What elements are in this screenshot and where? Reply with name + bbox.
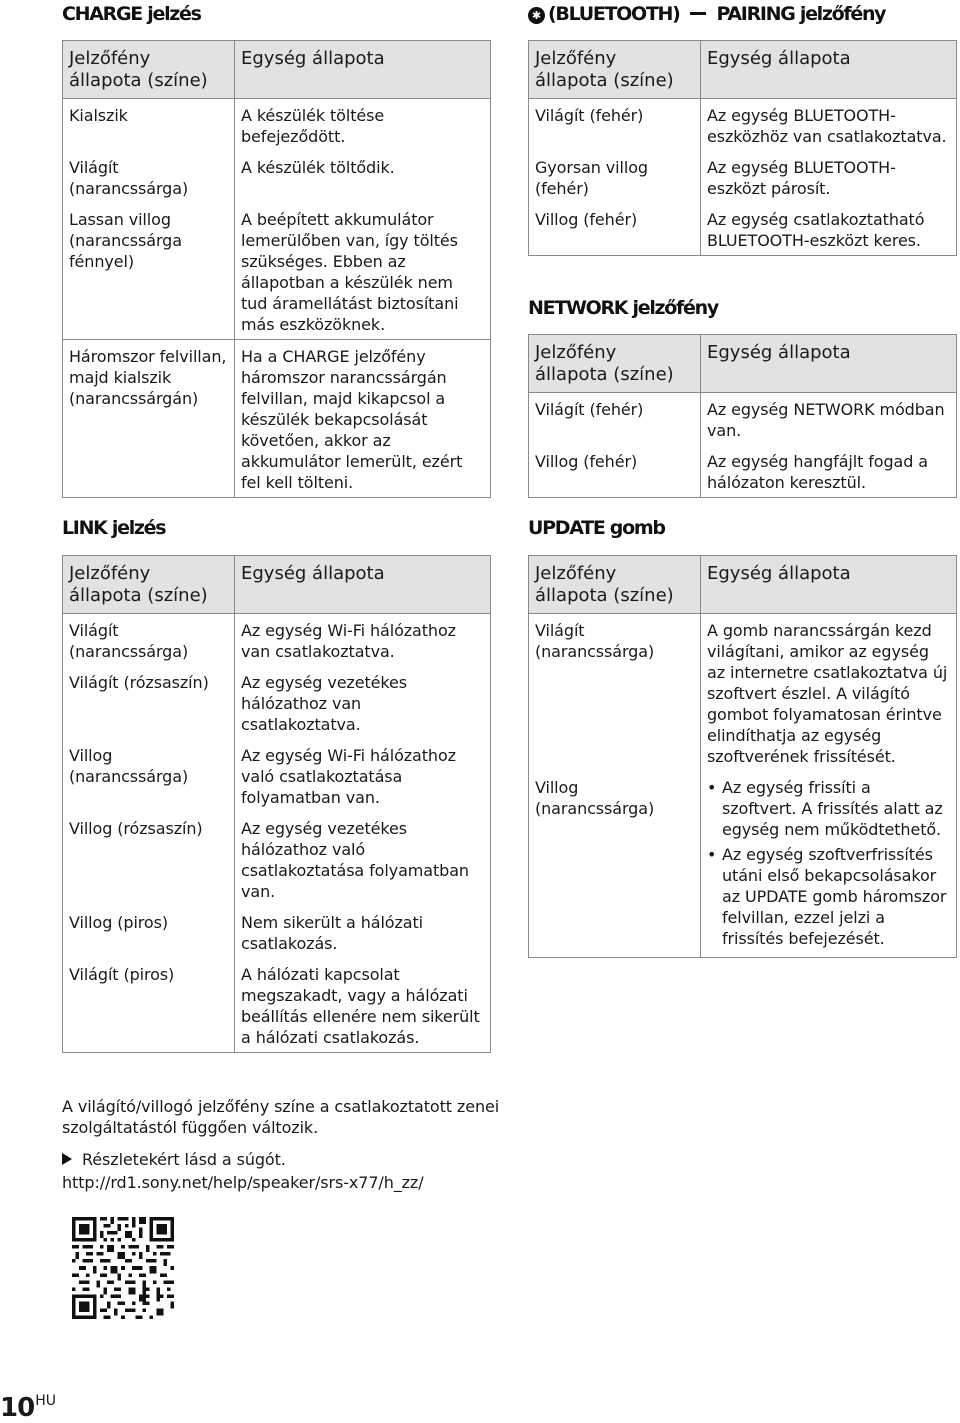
- table-row: [63, 203, 491, 340]
- bluetooth-heading: [528, 2, 885, 26]
- bluetooth-heading-part2: PAIRING jelzőfény: [716, 3, 886, 25]
- update-table: [528, 555, 957, 958]
- page-number: [0, 1393, 56, 1423]
- state-cell: Lassan villog (narancssárga fénnyel): [69, 210, 182, 271]
- description-cell: Az egység NETWORK módban van.: [701, 393, 957, 446]
- table-row: [529, 99, 957, 152]
- table-row: [63, 958, 491, 1053]
- language-code: HU: [35, 1393, 56, 1409]
- link-table: [62, 555, 491, 1053]
- help-reference-text: Részletekért lásd a súgót.: [82, 1150, 286, 1169]
- table-row: [63, 340, 491, 498]
- table-row: [63, 151, 491, 203]
- bluetooth-table: [528, 40, 957, 256]
- table-row: [63, 812, 491, 906]
- state-cell: Villog (narancssárga): [69, 746, 189, 786]
- state-cell: Világít (piros): [69, 965, 175, 984]
- state-cell: Villog (fehér): [535, 210, 638, 229]
- table-row: [63, 739, 491, 812]
- table-row: [529, 151, 957, 203]
- column-header-state: Jelzőfény állapota (színe): [63, 41, 235, 99]
- state-cell: Villog (narancssárga): [535, 778, 655, 818]
- bullet-item: • Az egység frissíti a szoftvert. A frissítés alatt az egység nem működtethető.: [707, 777, 950, 840]
- state-cell: Világít (fehér): [535, 106, 644, 125]
- description-cell: A készülék töltődik.: [235, 151, 491, 203]
- state-cell: Világít (narancssárga): [535, 621, 655, 661]
- column-header-unit: Egység állapota: [701, 41, 957, 99]
- state-cell: Világít (fehér): [535, 400, 644, 419]
- description-cell: Az egység hangfájlt fogad a hálózaton keresztül.: [701, 445, 957, 498]
- column-header-unit: Egység állapota: [701, 335, 957, 393]
- table-row: [529, 393, 957, 446]
- color-note: A világító/villogó jelzőfény színe a csatlakoztatott zenei szolgáltatástól függően változik.: [62, 1097, 500, 1137]
- column-header-state: Jelzőfény állapota (színe): [63, 556, 235, 614]
- description-cell: Nem sikerült a hálózati csatlakozás.: [235, 906, 491, 958]
- bluetooth-heading-part1: (BLUETOOTH): [548, 3, 680, 25]
- description-cell: Az egység vezetékes hálózathoz van csatlakoztatva.: [235, 666, 491, 739]
- description-cell: A gomb narancssárgán kezd világítani, amikor az egység az internetre csatlakoztatva új szoftvert észlel. A világító gombot folyamatosan érintve elindíthatja az egység szoftverének frissítését.: [701, 614, 957, 772]
- charge-table: [62, 40, 491, 498]
- table-header-row: [529, 556, 957, 614]
- charge-heading: CHARGE jelzés: [62, 3, 201, 25]
- state-cell: Háromszor felvillan, majd kialszik (narancssárgán): [63, 340, 235, 498]
- table-header-row: [63, 556, 491, 614]
- bullet-item: • Az egység szoftverfrissítés utáni első bekapcsolásakor az UPDATE gomb háromszor felvillan, ezzel jelzi a frissítés befejezését.: [707, 844, 950, 949]
- description-cell: Ha a CHARGE jelzőfény háromszor narancssárgán felvillan, majd kikapcsol a készülék bekapcsolását követően, akkor az akkumulátor lemerült, ezért fel kell tölteni.: [235, 340, 491, 498]
- description-cell: A készülék töltése befejeződött.: [235, 99, 491, 152]
- state-cell: Kialszik: [69, 106, 128, 125]
- column-header-unit: Egység állapota: [235, 556, 491, 614]
- table-row: [529, 771, 957, 958]
- link-heading: LINK jelzés: [62, 517, 166, 539]
- column-header-state: Jelzőfény állapota (színe): [529, 335, 701, 393]
- description-cell: Az egység csatlakoztatható BLUETOOTH-eszközt keres.: [701, 203, 957, 256]
- description-cell: A beépített akkumulátor lemerülőben van, így töltés szükséges. Ebben az állapotban a készülék nem tud áramellátást biztosítani más eszközöknek.: [235, 203, 491, 340]
- help-url[interactable]: http://rd1.sony.net/help/speaker/srs-x77/h_zz/: [62, 1173, 424, 1192]
- state-cell: Világít (narancssárga): [69, 158, 189, 198]
- update-heading: UPDATE gomb: [528, 517, 665, 539]
- column-header-unit: Egység állapota: [701, 556, 957, 614]
- dash-icon: [690, 12, 706, 15]
- description-cell: Az egység BLUETOOTH-eszközt párosít.: [701, 151, 957, 203]
- table-row: [63, 614, 491, 667]
- table-row: [529, 614, 957, 772]
- state-cell: Gyorsan villog (fehér): [535, 158, 648, 198]
- column-header-unit: Egység állapota: [235, 41, 491, 99]
- help-reference: [62, 1149, 502, 1170]
- table-row: [529, 445, 957, 498]
- qr-code-icon: [72, 1217, 174, 1319]
- arrow-right-icon: [62, 1153, 72, 1165]
- state-cell: Világít (rózsaszín): [69, 673, 209, 692]
- description-cell: Az egység vezetékes hálózathoz való csatlakoztatása folyamatban van.: [235, 812, 491, 906]
- description-cell: [701, 771, 957, 958]
- table-header-row: [63, 41, 491, 99]
- bluetooth-icon: ✱: [528, 7, 545, 24]
- network-table: [528, 334, 957, 498]
- table-row: [63, 906, 491, 958]
- network-heading: NETWORK jelzőfény: [528, 297, 718, 319]
- state-cell: Villog (rózsaszín): [69, 819, 203, 838]
- state-cell: Villog (fehér): [535, 452, 638, 471]
- column-header-state: Jelzőfény állapota (színe): [529, 556, 701, 614]
- table-header-row: [529, 335, 957, 393]
- description-cell: Az egység BLUETOOTH-eszközhöz van csatlakoztatva.: [701, 99, 957, 152]
- description-cell: A hálózati kapcsolat megszakadt, vagy a hálózati beállítás ellenére nem sikerült a hálózati csatlakozás.: [235, 958, 491, 1053]
- table-row: [63, 99, 491, 152]
- state-cell: Világít (narancssárga): [69, 621, 189, 661]
- state-cell: Villog (piros): [69, 913, 168, 932]
- table-row: [529, 203, 957, 256]
- page-number-value: 10: [0, 1393, 35, 1423]
- column-header-state: Jelzőfény állapota (színe): [529, 41, 701, 99]
- table-row: [63, 666, 491, 739]
- table-header-row: [529, 41, 957, 99]
- description-cell: Az egység Wi-Fi hálózathoz való csatlakoztatása folyamatban van.: [235, 739, 491, 812]
- description-cell: Az egység Wi-Fi hálózathoz van csatlakoztatva.: [235, 614, 491, 667]
